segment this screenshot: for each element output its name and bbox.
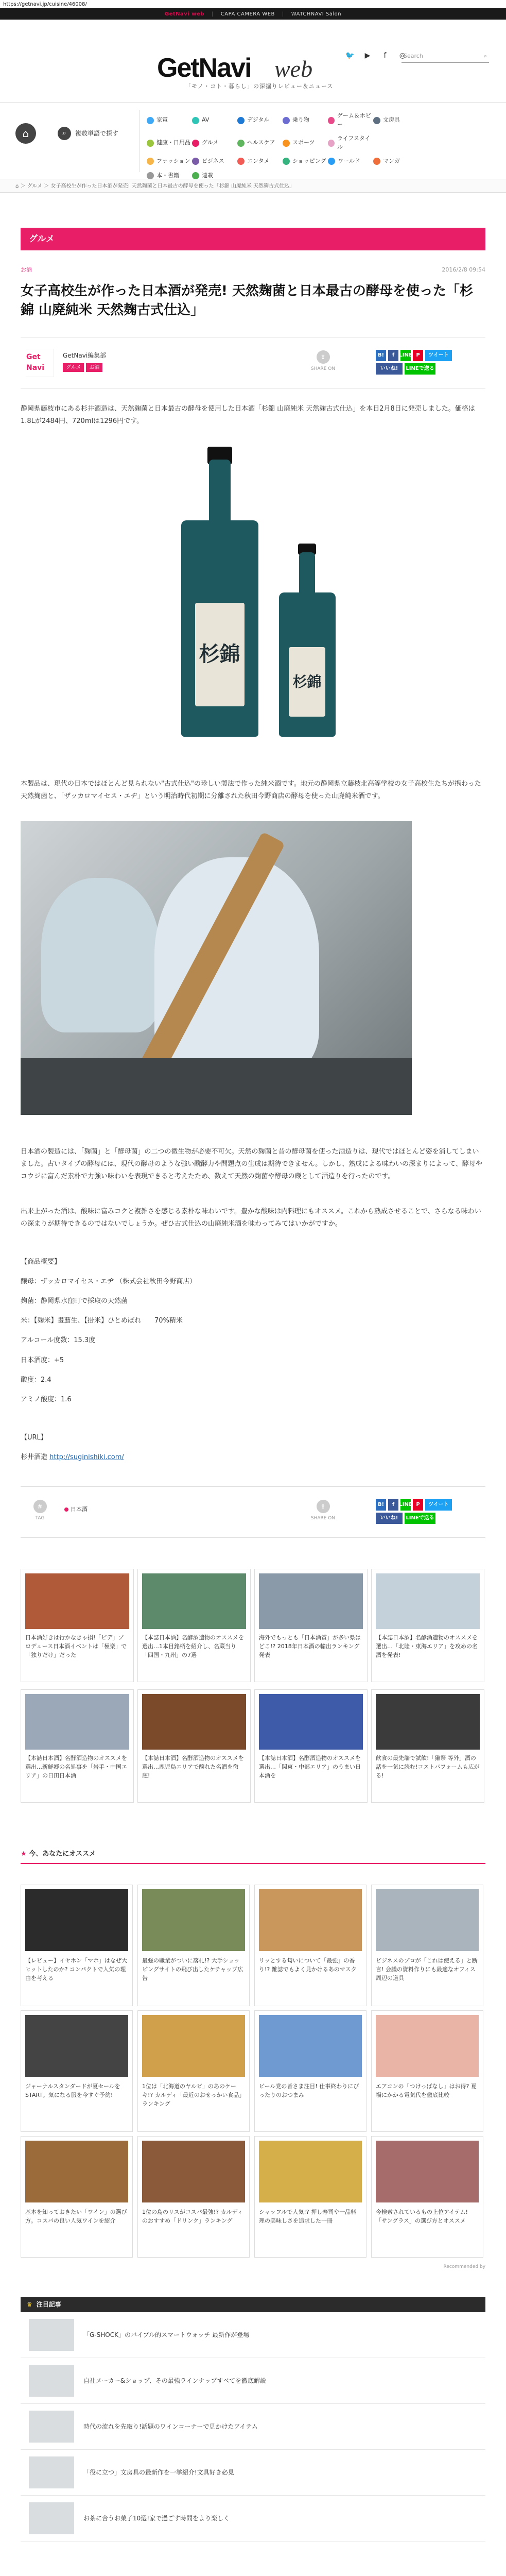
search-icon[interactable]: ⌕ [483, 53, 487, 60]
main-content [21, 228, 485, 2541]
recommend-card[interactable] [137, 2010, 250, 2132]
recommend-card[interactable] [254, 2010, 367, 2132]
related-article-title: 日本酒好きは行かなきゃ損!「ビデ」プロデュース日本酒イベントは「極楽」で「独りだけ」だった [25, 1634, 127, 1658]
share-button[interactable]: いいね! [376, 363, 403, 375]
article-paragraph: 出来上がった酒は、酸味に富みコクと複雑さを感じる素朴な味わいです。豊かな酸味は内料理にもオススメ。これから熟成させることで、さらなる味わいの深まりが期待できるのではないでしょうか。ぜひ古式仕込の山廃純米酒を味わってみてはいかがですか。 [21, 1208, 481, 1228]
ranking-title: 自社メーカー&ショップ、その最強ラインナップすべてを徹底解説 [83, 2377, 267, 2384]
category-item[interactable] [328, 134, 373, 151]
ranking-item[interactable] [21, 2450, 485, 2496]
category-dot-icon [237, 117, 245, 124]
category-label: 文房具 [383, 116, 400, 124]
category-label: ビジネス [202, 158, 224, 164]
category-label: 連載 [202, 172, 213, 179]
bottle-small [279, 592, 336, 737]
share-buttons [376, 1499, 479, 1524]
related-article-title: 【本誌日本酒】名酵酒造物のオススメを選出…鹿児島エリアで醸れた名酒を徹底! [142, 1754, 244, 1779]
article-lead: 静岡県藤枝市にある杉井酒造は、天然麹菌と日本最古の酵母を使用した日本酒「杉錦 山廃純米 天然麹古式仕込」を本日2月8日に発売しました。価格は1.8Lが2484円、720mlは1296円です。 [21, 404, 475, 425]
multi-word-search-button[interactable] [58, 126, 135, 141]
topnav-capa[interactable]: CAPA CAMERA WEB [220, 11, 275, 17]
category-label: ショッピング [292, 158, 326, 164]
recommend-thumbnail [142, 2015, 245, 2077]
related-article-title: 海外でもっとも「日本酒賞」が多い県はどこ!? 2018年日本酒の輸出ランキング発表 [259, 1634, 361, 1658]
recommend-section [21, 1849, 485, 2271]
recommend-card[interactable] [371, 2010, 483, 2132]
ranking-title: 「役に立つ」文房具の最新作を一挙紹介!文具好き必見 [83, 2468, 234, 2476]
category-dot-icon [192, 140, 199, 147]
spec-line: アミノ酸度：1.6 [21, 1395, 72, 1403]
related-article-title: 飲食の最先端で試飲!「獺祭 等外」酒の話を一気に読む!コストパフォームも広がる! [376, 1754, 480, 1779]
topnav-sep: | [282, 11, 284, 17]
recommend-title: 基本を知っておきたい「ワイン」の選び方。コスパの良い人気ワインを紹介 [25, 2209, 127, 2225]
topnav-getnavi[interactable]: GetNavi web [164, 11, 204, 17]
category-item[interactable] [237, 112, 283, 129]
recommend-title: 1位の島のリスがコスパ最強!? カルディのおすすめ「ドリンク」ランキング [142, 2209, 243, 2225]
star-icon: ★ [21, 1850, 27, 1858]
ranking-thumbnail [29, 2502, 74, 2534]
search-icon: ⌕ [58, 127, 71, 140]
recommend-card[interactable] [137, 1885, 250, 2006]
related-article-card[interactable] [371, 1689, 484, 1803]
site-tagline: 「モノ・コト・暮らし」の深掘りレビュー＆ニュース [185, 83, 334, 90]
author-tag[interactable]: グルメ [63, 363, 84, 372]
tag-box [26, 1500, 54, 1522]
article-paragraph: 日本酒の製造には、「麹菌」と「酵母菌」の二つの微生物が必要不可欠。天然の麹菌と昔の酵母菌を使った酒造りは、現代ではほとんど姿を消してしまいました。古いタイプの酵母には、現代の酵母のような強い醗酵力や問題点の生成は期待できません。しかし、熟成による味わいの深まりによって、酵母やコウジに富んだ素朴で力強い味わいを表現できると考えたため、数えて天然の麹菌や酵母の蔵として酒造りを行ったのです。 [21, 1148, 482, 1181]
related-article-thumbnail [142, 1694, 246, 1750]
share-button[interactable]: f [388, 1499, 398, 1511]
category-item[interactable] [147, 134, 192, 151]
category-item[interactable] [373, 112, 418, 129]
author-logo[interactable]: Get Navi [26, 349, 54, 377]
product-spec [21, 1256, 485, 1405]
category-label: ゲーム＆ホビー [337, 112, 371, 128]
category-dot-icon [283, 158, 290, 165]
ranking-title: 時代の流れを先取り!話題のワインコーナーで見かけたアイテム [83, 2422, 258, 2430]
share-button[interactable]: ツイート [425, 1499, 452, 1511]
recommend-title: 今、あなたにオススメ [29, 1850, 96, 1858]
recommend-title: 1位は「北海道のヤルビ」のあのケーキ!? カルディ「最近のおせっかい食品」ランキング [142, 2083, 245, 2108]
recommend-title: 今検索されているもの上位アイテム!「サングラス」の選び方とオススメ [376, 2209, 468, 2225]
category-label: ワールド [338, 158, 360, 164]
youtube-icon[interactable]: ▶ [364, 51, 371, 60]
recommend-thumbnail [25, 2015, 128, 2077]
related-article-card[interactable] [137, 1569, 251, 1682]
category-item[interactable] [283, 134, 328, 151]
related-article-title: 【本誌日本酒】名酵酒造物のオススメを選出…新鮮郷の名処事を「岩手・中国エリア」の日田日本酒 [25, 1754, 127, 1779]
category-label: グルメ [202, 139, 219, 146]
share-label: SHARE ON [310, 366, 336, 371]
ranking-item[interactable] [21, 2312, 485, 2358]
category-label: ヘルスケア [247, 139, 275, 146]
share-buttons [376, 350, 479, 375]
share-button[interactable]: B! [376, 350, 386, 361]
category-list [147, 112, 492, 180]
category-label: 家電 [156, 116, 168, 124]
recommend-thumbnail [25, 1889, 128, 1951]
product-photo [150, 459, 356, 747]
recommend-card[interactable] [254, 1885, 367, 2006]
category-item[interactable] [147, 157, 192, 166]
related-article-thumbnail [142, 1573, 246, 1629]
recommend-card[interactable] [371, 1885, 483, 2006]
url-row [21, 1451, 485, 1464]
instagram-icon[interactable]: ◎ [399, 51, 406, 60]
breadcrumb: ⌂ ＞ グルメ ＞ 女子高校生が作った日本酒が発売! 天然麹菌と日本最古の酵母を使った「杉錦 山廃純米 天然麹古式仕込」 [0, 179, 506, 193]
category-label: AV [202, 116, 210, 124]
photo-person [41, 878, 160, 1032]
social-links [345, 50, 408, 61]
ranking-heading [21, 2297, 485, 2312]
ranking-title: お茶に合うお菓子10選!家で過ごす時間をより楽しく [83, 2514, 230, 2522]
category-spacer [418, 112, 464, 129]
related-article-thumbnail [376, 1694, 480, 1750]
category-label: ファッション [156, 158, 190, 164]
ranking-title: 「G-SHOCK」のバイブル的スマートウォッチ 最新作が登場 [83, 2331, 250, 2338]
category-dot-icon [237, 158, 245, 165]
site-header [0, 20, 506, 102]
spec-line: 日本酒度：+5 [21, 1356, 64, 1364]
site-logo[interactable] [157, 48, 353, 82]
recommend-title: 【レビュー】イヤホン「マホ」はなぜ大ヒットしたのか? コンパクトで人気の理由を考える [25, 1957, 127, 1982]
ranking-item[interactable] [21, 2404, 485, 2450]
category-dot-icon [328, 158, 335, 165]
spec-line: 醸母：ザッカロマイセス・エヂ （株式会社秋田今野商店） [21, 1278, 197, 1286]
recommend-thumbnail [25, 2141, 128, 2202]
related-articles [21, 1569, 485, 1803]
related-article-card[interactable] [137, 1689, 251, 1803]
recommend-card[interactable] [254, 2136, 367, 2258]
related-article-title: 【本誌日本酒】名酵酒造物のオススメを選出…1本目銘柄を紹介し、名蔵当り「四国・九州」の7選 [142, 1634, 244, 1658]
recommend-title: エアコンの「つけっぱなし」はお得? 夏場にかかる電気代を徹底比較 [376, 2083, 477, 2099]
category-label: 健康・日用品 [156, 139, 190, 146]
recommend-title: シャッフルで人気!? 押し寿司や一品料理の美味しさを追求した一冊 [259, 2209, 357, 2225]
related-article-card[interactable] [21, 1569, 134, 1682]
related-article-thumbnail [25, 1694, 129, 1750]
related-article-card[interactable] [254, 1689, 368, 1803]
category-item[interactable] [192, 172, 237, 180]
crown-icon: ♛ [27, 2300, 32, 2308]
site-search-input[interactable] [402, 50, 489, 63]
recommend-title: ジャーナルスタンダードが夏セールをSTART。気になる服を今すぐ予約! [25, 2083, 120, 2099]
category-spacer [418, 157, 464, 166]
share-button[interactable]: B! [376, 1499, 386, 1511]
url-title: 【URL】 [21, 1433, 47, 1442]
search-placeholder: Search [404, 53, 423, 60]
photo-tub [21, 1058, 412, 1115]
related-article-title: 【本誌日本酒】名酵酒造物のオススメを選出…「北陸・東海エリア」を攻めの名酒を発表! [376, 1634, 478, 1658]
category-item[interactable] [192, 112, 237, 129]
spec-line: アルコール度数：15.3度 [21, 1336, 96, 1345]
facebook-icon[interactable]: f [383, 51, 387, 60]
category-spacer [418, 134, 464, 151]
author-tags [63, 363, 102, 372]
related-article-thumbnail [259, 1694, 363, 1750]
ranking-section [21, 2297, 485, 2541]
recommend-card[interactable] [137, 2136, 250, 2258]
category-label: ライフスタイル [337, 135, 371, 150]
related-article-card[interactable] [21, 1689, 134, 1803]
category-item[interactable] [237, 134, 283, 151]
ranking-thumbnail [29, 2365, 74, 2397]
recommend-thumbnail [376, 1889, 479, 1951]
logo-getnavi: GetNavi [157, 53, 251, 83]
ranking-item[interactable] [21, 2358, 485, 2404]
url-section [21, 1432, 485, 1464]
related-article-title: 【本誌日本酒】名酵酒造物のオススメを選出…「関東・中部エリア」のうまい日本酒を [259, 1754, 361, 1779]
topnav-sep: | [211, 11, 214, 17]
category-dot-icon [373, 117, 380, 124]
bottle-neck [299, 552, 315, 596]
article-paragraph: 本製品は、現代の日本ではほとんど見られない"古式仕込"の珍しい製法で作った純米酒です。地元の静岡県立藤枝北高等学校の女子高校生たちが携わった天然麹菌と、「ザッカロマイセス・エヂ」という明治時代初期に分離された秋田今野商店の酵母を使った山廃純米酒です。 [21, 779, 481, 801]
recommend-thumbnail [142, 2141, 245, 2202]
recommend-title: ビール党の皆さま注目! 仕事終わりにぴったりのおつまみ [259, 2083, 359, 2099]
recommend-thumbnail [259, 1889, 362, 1951]
share-button[interactable]: P [413, 1499, 423, 1511]
category-dot-icon [147, 172, 154, 179]
recommend-thumbnail [142, 1889, 245, 1951]
category-item[interactable] [237, 157, 283, 166]
category-dot-icon [237, 140, 245, 147]
recommend-title: ビジネスのプロが「これは使える」と断言! 会議の資料作りにも最適なオフィス周辺の道具 [376, 1957, 478, 1982]
category-spacer [373, 134, 418, 151]
recommend-card[interactable] [21, 2136, 133, 2258]
home-icon[interactable]: ⌂ [15, 123, 36, 144]
category-label: エンタメ [247, 158, 270, 164]
recommend-thumbnail [259, 2141, 362, 2202]
category-dot-icon [147, 117, 154, 124]
category-item[interactable] [192, 157, 237, 166]
related-article-thumbnail [376, 1573, 480, 1629]
recommend-card[interactable] [371, 2136, 483, 2258]
category-label: 本・書籍 [156, 172, 179, 179]
share-button[interactable]: LINEで送る [405, 363, 435, 375]
spec-title: 【商品概要】 [21, 1258, 61, 1266]
category-dot-icon [328, 140, 335, 147]
share-button[interactable]: LINEで送る [405, 1513, 435, 1524]
bottle-neck [209, 460, 231, 524]
related-article-card[interactable] [254, 1569, 368, 1682]
home-icon[interactable]: ⌂ [15, 183, 19, 189]
top-network-nav [0, 8, 506, 20]
bottle-label: 杉錦 [195, 603, 245, 707]
ranking-title: 注目記事 [36, 2300, 61, 2308]
tag-text: 日本酒 [71, 1505, 88, 1513]
spec-line: 酸度：2.4 [21, 1376, 51, 1384]
recommend-thumbnail [376, 2141, 479, 2202]
ranking-thumbnail [29, 2456, 74, 2488]
category-dot-icon [192, 158, 199, 165]
author-name[interactable]: GetNavi編集部 [63, 351, 107, 359]
tag-item[interactable] [64, 1505, 88, 1514]
share-button[interactable]: f [388, 350, 398, 361]
bottle-large [181, 520, 258, 737]
share-button[interactable]: P [413, 350, 423, 361]
share-box [309, 350, 337, 373]
category-item[interactable] [328, 112, 373, 129]
recommend-card[interactable] [21, 2010, 133, 2132]
bottle-label: 杉錦 [289, 647, 325, 716]
tag-label: TAG [35, 1515, 45, 1521]
category-item[interactable] [373, 157, 418, 166]
share-button[interactable]: ツイート [425, 350, 452, 361]
category-item[interactable] [147, 112, 192, 129]
ranking-list [21, 2312, 485, 2541]
bottom-tag-share-row [21, 1486, 485, 1538]
recommend-thumbnail [259, 2015, 362, 2077]
author-share-row [21, 337, 485, 388]
spec-line: 米：【麹米】畫薦生、【掛米】ひとめぼれ 70%精米 [21, 1317, 183, 1325]
category-dot-icon [328, 117, 335, 124]
recommend-footer: Recommended by [443, 2264, 485, 2270]
share-icon: ⇪ [317, 1500, 330, 1513]
brewing-photo [21, 821, 412, 1115]
topnav-watchnavi[interactable]: WATCHNAVI Salon [291, 11, 342, 17]
article-meta [21, 266, 485, 275]
related-article-thumbnail [259, 1573, 363, 1629]
article-title: 女子高校生が作った日本酒が発売! 天然麹菌と日本最古の酵母を使った「杉錦 山廃純米 天然麹古式仕込」 [21, 283, 473, 318]
category-item[interactable] [147, 172, 192, 180]
recommend-grid [21, 1885, 485, 2258]
related-article-card[interactable] [371, 1569, 484, 1682]
ranking-item[interactable] [21, 2496, 485, 2541]
category-item[interactable] [283, 157, 328, 166]
share-button[interactable]: LINE [400, 350, 411, 361]
recommend-title: リッとする匂いについて「最強」の香り!? 雑誌でもよく見かけるあのマスク [259, 1957, 357, 1973]
category-dot-icon [192, 172, 199, 179]
article-category-label[interactable]: お酒 [21, 266, 32, 273]
recommend-heading [21, 1849, 485, 1865]
tag-icon: # [33, 1500, 47, 1513]
share-button[interactable]: LINE [400, 1499, 411, 1511]
twitter-icon[interactable]: 🐦 [345, 51, 355, 60]
share-box [309, 1500, 337, 1522]
category-label: 乗り物 [292, 116, 309, 124]
category-dot-icon [147, 158, 154, 165]
share-label: SHARE ON [310, 1515, 336, 1521]
official-site-link[interactable]: http://suginishiki.com/ [49, 1453, 124, 1461]
article-date: 2016/2/8 09:54 [442, 266, 485, 273]
share-button[interactable]: いいね! [376, 1513, 403, 1524]
related-article-thumbnail [25, 1573, 129, 1629]
recommend-thumbnail [376, 2015, 479, 2077]
multi-word-search-label: 複数単語で探す [75, 130, 119, 137]
category-banner: グルメ [21, 228, 485, 250]
category-label: デジタル [247, 116, 270, 124]
author-tag[interactable]: お酒 [86, 363, 102, 372]
category-dot-icon [373, 158, 380, 165]
category-dot-icon [283, 117, 290, 124]
ranking-thumbnail [29, 2319, 74, 2351]
logo-web: web [274, 56, 313, 82]
share-icon: ⇪ [317, 350, 330, 364]
category-label: スポーツ [292, 139, 315, 146]
breadcrumb-text[interactable]: グルメ ＞ 女子高校生が作った日本酒が発売! 天然麹菌と日本最古の酵母を使った「杉錦 山廃純米 天然麹古式仕込」 [27, 183, 295, 189]
category-item[interactable] [328, 157, 373, 166]
category-dot-icon [283, 140, 290, 147]
category-item[interactable] [283, 112, 328, 129]
category-label: マンガ [383, 158, 400, 164]
category-nav [0, 102, 506, 179]
category-item[interactable] [192, 134, 237, 151]
tag-dot [64, 1507, 68, 1512]
category-dot-icon [192, 117, 199, 124]
spec-line: 麹菌：静岡県水窪町で採取の天然菌 [21, 1297, 128, 1306]
recommend-card[interactable] [21, 1885, 133, 2006]
url-bar[interactable]: https://getnavi.jp/cuisine/46008/ [0, 0, 506, 8]
recommend-title: 最強の職業がついに落札!? 大手ショッピングサイトの飛び出したケチャップ広告 [142, 1957, 243, 1982]
ranking-thumbnail [29, 2411, 74, 2443]
category-dot-icon [147, 140, 154, 147]
url-label: 杉井酒造 [21, 1453, 48, 1461]
